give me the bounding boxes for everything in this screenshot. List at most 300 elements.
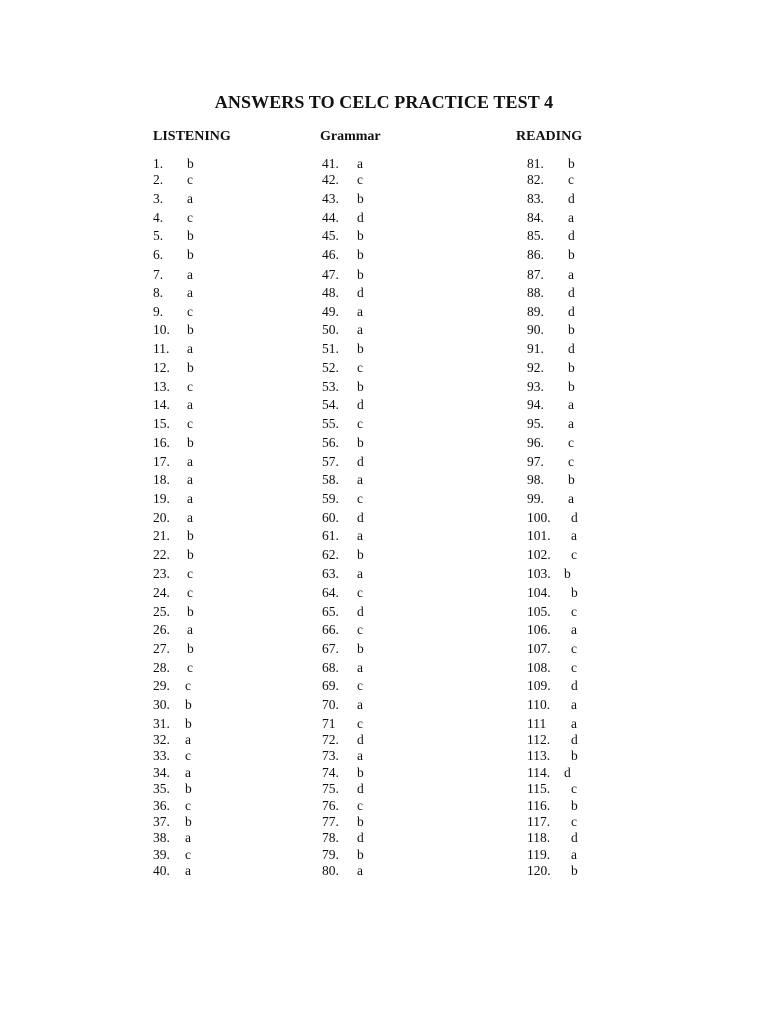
answer-letter: b bbox=[568, 379, 575, 394]
answer-letter: a bbox=[187, 472, 193, 487]
question-number: 7. bbox=[153, 267, 164, 282]
question-number: 14. bbox=[153, 397, 170, 412]
answer-letter: a bbox=[187, 267, 193, 282]
question-number: 101. bbox=[527, 528, 551, 543]
answer-row bbox=[322, 267, 402, 283]
question-number: 56. bbox=[322, 435, 339, 450]
question-number: 27. bbox=[153, 641, 170, 656]
answer-row bbox=[527, 830, 607, 846]
answer-row bbox=[153, 510, 233, 526]
answer-letter: d bbox=[568, 191, 575, 206]
question-number: 20. bbox=[153, 510, 170, 525]
answer-row bbox=[527, 172, 607, 188]
question-number: 90. bbox=[527, 322, 544, 337]
answer-row bbox=[527, 781, 607, 797]
answer-letter: b bbox=[187, 528, 194, 543]
answer-row bbox=[322, 360, 402, 376]
answer-letter: c bbox=[357, 798, 363, 813]
answer-row bbox=[153, 379, 233, 395]
answer-letter: b bbox=[187, 641, 194, 656]
question-number: 12. bbox=[153, 360, 170, 375]
question-number: 98. bbox=[527, 472, 544, 487]
question-number: 62. bbox=[322, 547, 339, 562]
answer-row bbox=[322, 416, 402, 432]
answer-letter: a bbox=[357, 697, 363, 712]
answer-letter: d bbox=[357, 830, 364, 845]
answer-letter: b bbox=[357, 228, 364, 243]
answer-row bbox=[153, 528, 233, 544]
answer-letter: a bbox=[571, 528, 577, 543]
question-number: 49. bbox=[322, 304, 339, 319]
answer-letter: a bbox=[357, 528, 363, 543]
answer-letter: b bbox=[357, 379, 364, 394]
answer-letter: b bbox=[571, 585, 578, 600]
question-number: 6. bbox=[153, 247, 164, 262]
answer-row bbox=[322, 379, 402, 395]
answer-letter: a bbox=[571, 697, 577, 712]
question-number: 36. bbox=[153, 798, 170, 813]
question-number: 24. bbox=[153, 585, 170, 600]
answer-letter: c bbox=[187, 379, 193, 394]
question-number: 33. bbox=[153, 748, 170, 763]
question-number: 25. bbox=[153, 604, 170, 619]
question-number: 113. bbox=[527, 748, 551, 763]
question-number: 43. bbox=[322, 191, 339, 206]
question-number: 82. bbox=[527, 172, 544, 187]
answer-row bbox=[322, 697, 402, 713]
answer-row bbox=[322, 156, 402, 172]
answer-letter: d bbox=[568, 228, 575, 243]
answer-row bbox=[153, 641, 233, 657]
answer-letter: c bbox=[185, 678, 191, 693]
answer-letter: a bbox=[357, 304, 363, 319]
answer-row bbox=[322, 228, 402, 244]
answer-letter: a bbox=[357, 660, 363, 675]
question-number: 10. bbox=[153, 322, 170, 337]
answer-row bbox=[527, 748, 607, 764]
answer-row bbox=[153, 716, 233, 732]
answer-letter: d bbox=[571, 510, 578, 525]
section-header-listening: LISTENING bbox=[153, 129, 231, 144]
answer-row bbox=[153, 765, 233, 781]
section-header-grammar: Grammar bbox=[320, 129, 381, 144]
question-number: 52. bbox=[322, 360, 339, 375]
answer-row bbox=[153, 585, 233, 601]
answer-letter: c bbox=[185, 847, 191, 862]
answer-letter: a bbox=[187, 191, 193, 206]
question-number: 37. bbox=[153, 814, 170, 829]
question-number: 104. bbox=[527, 585, 551, 600]
question-number: 78. bbox=[322, 830, 339, 845]
question-number: 79. bbox=[322, 847, 339, 862]
answer-letter: c bbox=[571, 814, 577, 829]
answer-letter: a bbox=[187, 454, 193, 469]
answer-letter: c bbox=[571, 660, 577, 675]
answer-letter: b bbox=[185, 697, 192, 712]
question-number: 60. bbox=[322, 510, 339, 525]
answer-row bbox=[153, 830, 233, 846]
question-number: 34. bbox=[153, 765, 170, 780]
question-number: 95. bbox=[527, 416, 544, 431]
page-title: ANSWERS TO CELC PRACTICE TEST 4 bbox=[214, 92, 554, 112]
question-number: 72. bbox=[322, 732, 339, 747]
answer-row bbox=[153, 547, 233, 563]
question-number: 50. bbox=[322, 322, 339, 337]
answer-letter: d bbox=[571, 678, 578, 693]
question-number: 13. bbox=[153, 379, 170, 394]
answer-row bbox=[322, 732, 402, 748]
answer-row bbox=[153, 304, 233, 320]
question-number: 100. bbox=[527, 510, 551, 525]
question-number: 74. bbox=[322, 765, 339, 780]
question-number: 75. bbox=[322, 781, 339, 796]
answer-letter: c bbox=[571, 781, 577, 796]
answer-letter: a bbox=[568, 416, 574, 431]
question-number: 76. bbox=[322, 798, 339, 813]
question-number: 67. bbox=[322, 641, 339, 656]
question-number: 102. bbox=[527, 547, 551, 562]
answer-row bbox=[322, 566, 402, 582]
answer-row bbox=[322, 798, 402, 814]
answer-row bbox=[153, 341, 233, 357]
question-number: 32. bbox=[153, 732, 170, 747]
answer-letter: b bbox=[357, 341, 364, 356]
answer-letter: a bbox=[185, 765, 191, 780]
answer-letter: b bbox=[571, 748, 578, 763]
answer-letter: c bbox=[187, 416, 193, 431]
answer-row bbox=[527, 622, 607, 638]
question-number: 89. bbox=[527, 304, 544, 319]
answer-letter: d bbox=[568, 285, 575, 300]
answer-letter: d bbox=[357, 397, 364, 412]
answer-row bbox=[527, 379, 607, 395]
question-number: 26. bbox=[153, 622, 170, 637]
answer-row bbox=[322, 622, 402, 638]
answer-row bbox=[527, 210, 607, 226]
answer-row bbox=[153, 454, 233, 470]
answer-letter: a bbox=[187, 510, 193, 525]
answer-row bbox=[153, 228, 233, 244]
question-number: 96. bbox=[527, 435, 544, 450]
answer-letter: b bbox=[568, 472, 575, 487]
question-number: 29. bbox=[153, 678, 170, 693]
answer-letter: b bbox=[185, 814, 192, 829]
answer-letter: b bbox=[185, 716, 192, 731]
answer-letter: a bbox=[568, 267, 574, 282]
answer-row bbox=[153, 748, 233, 764]
question-number: 65. bbox=[322, 604, 339, 619]
answer-row bbox=[322, 847, 402, 863]
answer-row bbox=[527, 247, 607, 263]
answer-letter: c bbox=[357, 716, 363, 731]
answer-row bbox=[527, 191, 607, 207]
question-number: 119. bbox=[527, 847, 551, 862]
question-number: 88. bbox=[527, 285, 544, 300]
answer-row bbox=[322, 191, 402, 207]
question-number: 59. bbox=[322, 491, 339, 506]
answer-letter: b bbox=[357, 435, 364, 450]
answer-row bbox=[322, 830, 402, 846]
answer-letter: c bbox=[357, 678, 363, 693]
question-number: 70. bbox=[322, 697, 339, 712]
question-number: 109. bbox=[527, 678, 551, 693]
question-number: 66. bbox=[322, 622, 339, 637]
answer-row bbox=[322, 528, 402, 544]
question-number: 86. bbox=[527, 247, 544, 262]
question-number: 73. bbox=[322, 748, 339, 763]
answer-letter: a bbox=[187, 341, 193, 356]
question-number: 110. bbox=[527, 697, 551, 712]
answer-row bbox=[322, 397, 402, 413]
question-number: 83. bbox=[527, 191, 544, 206]
answer-row bbox=[322, 210, 402, 226]
answer-letter: a bbox=[571, 622, 577, 637]
answer-letter: b bbox=[187, 547, 194, 562]
answer-row bbox=[153, 322, 233, 338]
answer-row bbox=[322, 247, 402, 263]
answer-letter: d bbox=[357, 210, 364, 225]
answer-row bbox=[322, 304, 402, 320]
answer-row bbox=[153, 678, 233, 694]
answer-row bbox=[527, 547, 607, 563]
answer-row bbox=[153, 472, 233, 488]
answer-letter: a bbox=[571, 716, 577, 731]
answer-row bbox=[527, 435, 607, 451]
answer-row bbox=[153, 566, 233, 582]
question-number: 48. bbox=[322, 285, 339, 300]
question-number: 15. bbox=[153, 416, 170, 431]
question-number: 114. bbox=[527, 765, 551, 780]
answer-row bbox=[527, 228, 607, 244]
question-number: 94. bbox=[527, 397, 544, 412]
answer-row bbox=[322, 660, 402, 676]
answer-letter: b bbox=[568, 156, 575, 171]
answer-row bbox=[322, 604, 402, 620]
answer-letter: a bbox=[187, 622, 193, 637]
answer-letter: c bbox=[187, 210, 193, 225]
answer-row bbox=[153, 732, 233, 748]
answer-letter: b bbox=[568, 322, 575, 337]
answer-letter: a bbox=[187, 285, 193, 300]
question-number: 92. bbox=[527, 360, 544, 375]
question-number: 115. bbox=[527, 781, 551, 796]
answer-row bbox=[527, 360, 607, 376]
answer-letter: d bbox=[571, 830, 578, 845]
answer-row bbox=[153, 847, 233, 863]
answer-letter: d bbox=[571, 732, 578, 747]
answer-row bbox=[153, 172, 233, 188]
answer-row bbox=[153, 416, 233, 432]
question-number: 107. bbox=[527, 641, 551, 656]
question-number: 105. bbox=[527, 604, 551, 619]
answer-letter: a bbox=[357, 322, 363, 337]
answer-letter: c bbox=[357, 585, 363, 600]
question-number: 4. bbox=[153, 210, 164, 225]
answer-letter: a bbox=[568, 491, 574, 506]
question-number: 106. bbox=[527, 622, 551, 637]
answer-row bbox=[527, 585, 607, 601]
question-number: 80. bbox=[322, 863, 339, 878]
answer-row bbox=[322, 341, 402, 357]
question-number: 91. bbox=[527, 341, 544, 356]
answer-row bbox=[527, 678, 607, 694]
answer-letter: b bbox=[571, 798, 578, 813]
question-number: 30. bbox=[153, 697, 170, 712]
answer-row bbox=[322, 765, 402, 781]
answer-row bbox=[527, 491, 607, 507]
question-number: 61. bbox=[322, 528, 339, 543]
answer-row bbox=[153, 798, 233, 814]
answer-letter: c bbox=[357, 360, 363, 375]
answer-row bbox=[322, 585, 402, 601]
answer-letter: b bbox=[357, 641, 364, 656]
answer-letter: a bbox=[187, 397, 193, 412]
question-number: 87. bbox=[527, 267, 544, 282]
answer-letter: d bbox=[357, 732, 364, 747]
answer-row bbox=[322, 435, 402, 451]
answer-letter: a bbox=[357, 566, 363, 581]
question-number: 71 bbox=[322, 716, 336, 731]
answer-letter: b bbox=[357, 267, 364, 282]
answer-letter: a bbox=[185, 830, 191, 845]
answer-row bbox=[527, 732, 607, 748]
answer-row bbox=[527, 304, 607, 320]
question-number: 118. bbox=[527, 830, 551, 845]
answer-letter: d bbox=[357, 285, 364, 300]
question-number: 31. bbox=[153, 716, 170, 731]
question-number: 54. bbox=[322, 397, 339, 412]
answer-row bbox=[527, 566, 607, 582]
answer-row bbox=[527, 604, 607, 620]
answer-row bbox=[322, 641, 402, 657]
question-number: 11. bbox=[153, 341, 170, 356]
answer-letter: a bbox=[185, 732, 191, 747]
answer-letter: c bbox=[357, 491, 363, 506]
answer-row bbox=[153, 191, 233, 207]
answer-letter: d bbox=[357, 781, 364, 796]
answer-letter: a bbox=[571, 847, 577, 862]
answer-letter: c bbox=[568, 454, 574, 469]
answer-row bbox=[153, 604, 233, 620]
answer-letter: c bbox=[187, 585, 193, 600]
question-number: 47. bbox=[322, 267, 339, 282]
answer-row bbox=[527, 341, 607, 357]
question-number: 108. bbox=[527, 660, 551, 675]
question-number: 5. bbox=[153, 228, 164, 243]
answer-row bbox=[322, 678, 402, 694]
question-number: 64. bbox=[322, 585, 339, 600]
question-number: 41. bbox=[322, 156, 339, 171]
answer-letter: a bbox=[568, 397, 574, 412]
answer-row bbox=[527, 267, 607, 283]
answer-row bbox=[322, 863, 402, 879]
answer-letter: c bbox=[187, 172, 193, 187]
answer-letter: b bbox=[357, 191, 364, 206]
answer-letter: a bbox=[187, 491, 193, 506]
question-number: 28. bbox=[153, 660, 170, 675]
question-number: 97. bbox=[527, 454, 544, 469]
answer-row bbox=[153, 435, 233, 451]
answer-letter: d bbox=[568, 341, 575, 356]
answer-row bbox=[322, 491, 402, 507]
question-number: 44. bbox=[322, 210, 339, 225]
answer-row bbox=[527, 510, 607, 526]
question-number: 51. bbox=[322, 341, 339, 356]
section-header-reading: READING bbox=[516, 129, 583, 144]
answer-row bbox=[527, 697, 607, 713]
answer-letter: b bbox=[357, 547, 364, 562]
answer-letter: c bbox=[185, 798, 191, 813]
answer-letter: d bbox=[357, 510, 364, 525]
answer-row bbox=[153, 660, 233, 676]
question-number: 68. bbox=[322, 660, 339, 675]
question-number: 35. bbox=[153, 781, 170, 796]
answer-letter: b bbox=[187, 435, 194, 450]
question-number: 39. bbox=[153, 847, 170, 862]
answer-letter: b bbox=[185, 781, 192, 796]
answer-letter: b bbox=[187, 247, 194, 262]
question-number: 53. bbox=[322, 379, 339, 394]
answer-row bbox=[322, 781, 402, 797]
answer-letter: b bbox=[357, 247, 364, 262]
question-number: 23. bbox=[153, 566, 170, 581]
answer-letter: b bbox=[571, 863, 578, 878]
question-number: 117. bbox=[527, 814, 551, 829]
answer-row bbox=[153, 397, 233, 413]
answer-row bbox=[527, 528, 607, 544]
answer-row bbox=[153, 360, 233, 376]
question-number: 46. bbox=[322, 247, 339, 262]
answer-row bbox=[527, 798, 607, 814]
question-number: 77. bbox=[322, 814, 339, 829]
question-number: 116. bbox=[527, 798, 551, 813]
question-number: 38. bbox=[153, 830, 170, 845]
question-number: 3. bbox=[153, 191, 164, 206]
question-number: 17. bbox=[153, 454, 170, 469]
answer-letter: b bbox=[357, 814, 364, 829]
question-number: 57. bbox=[322, 454, 339, 469]
answer-row bbox=[527, 472, 607, 488]
answer-row bbox=[527, 847, 607, 863]
answer-letter: b bbox=[564, 566, 571, 581]
answer-letter: b bbox=[187, 156, 194, 171]
question-number: 112. bbox=[527, 732, 551, 747]
answer-row bbox=[322, 322, 402, 338]
answer-row bbox=[527, 765, 607, 781]
answer-letter: d bbox=[357, 604, 364, 619]
answer-letter: a bbox=[357, 156, 363, 171]
answer-row bbox=[322, 510, 402, 526]
answer-row bbox=[527, 716, 607, 732]
answer-row bbox=[322, 285, 402, 301]
answer-letter: d bbox=[564, 765, 571, 780]
answer-row bbox=[153, 156, 233, 172]
answer-row bbox=[153, 247, 233, 263]
answer-row bbox=[322, 748, 402, 764]
answer-row bbox=[527, 454, 607, 470]
answer-row bbox=[153, 622, 233, 638]
question-number: 103. bbox=[527, 566, 551, 581]
answer-letter: b bbox=[187, 604, 194, 619]
answer-letter: b bbox=[187, 360, 194, 375]
answer-row bbox=[153, 781, 233, 797]
answer-letter: c bbox=[357, 622, 363, 637]
question-number: 84. bbox=[527, 210, 544, 225]
answer-letter: c bbox=[568, 435, 574, 450]
question-number: 93. bbox=[527, 379, 544, 394]
answer-row bbox=[153, 697, 233, 713]
answer-row bbox=[527, 641, 607, 657]
